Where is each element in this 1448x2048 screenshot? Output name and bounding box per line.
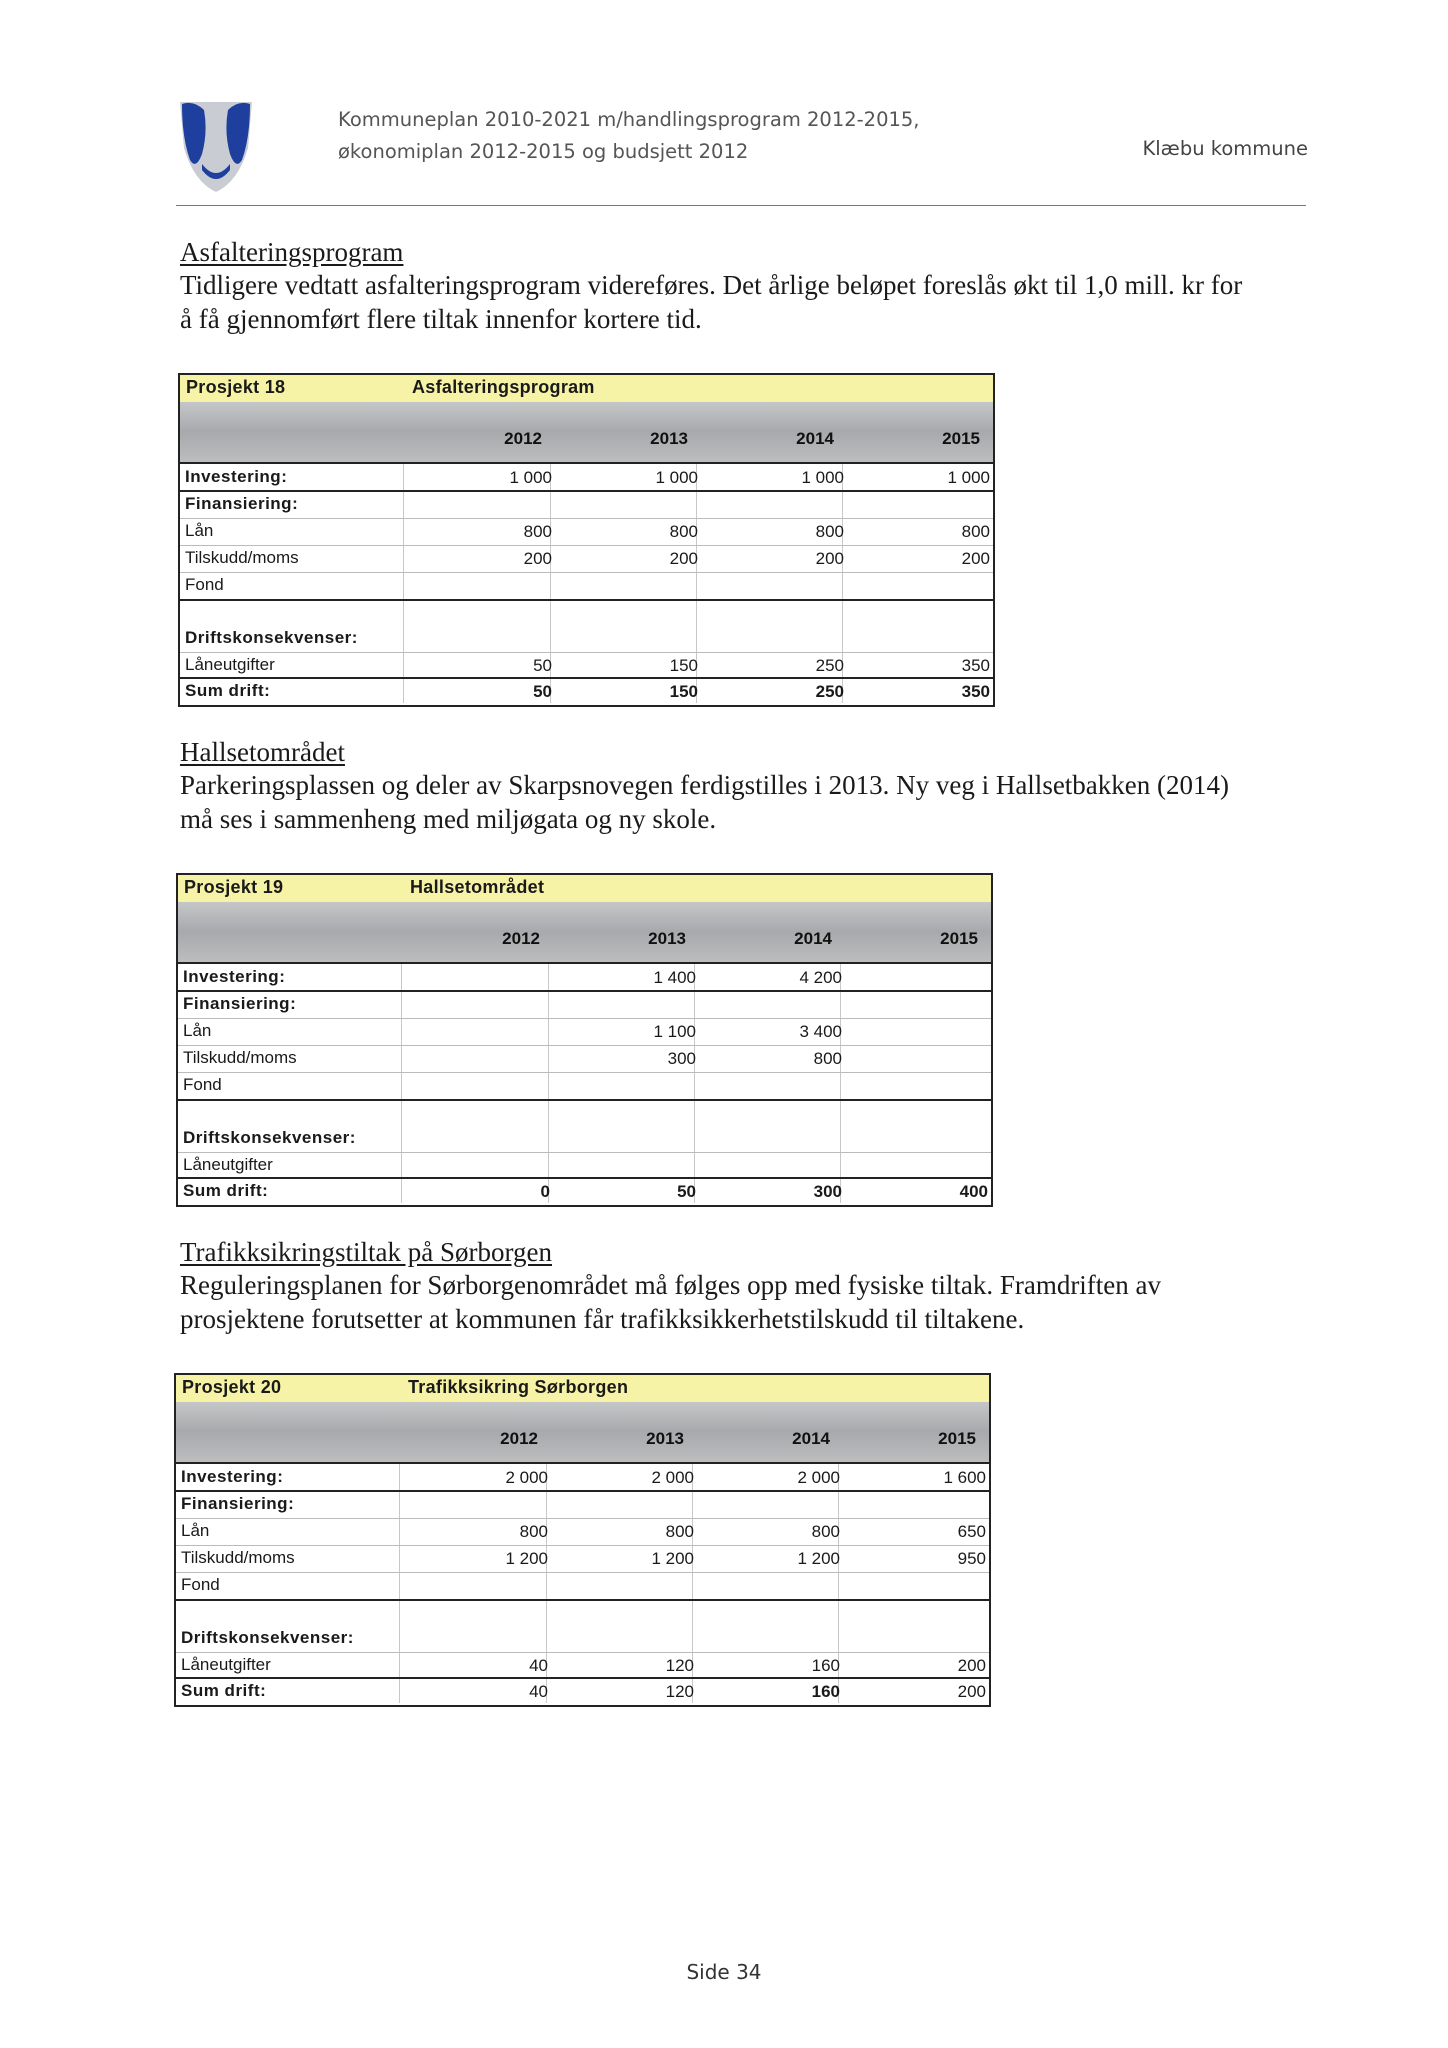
cell-value: 1 000 [655, 468, 698, 487]
cell-value: 800 [519, 1522, 548, 1541]
project-name: Hallsetområdet [410, 877, 545, 897]
cell-value: 1 100 [653, 1022, 696, 1041]
project-name: Asfalteringsprogram [412, 377, 595, 397]
cell-value: 120 [665, 1682, 694, 1701]
table-row [176, 1518, 989, 1545]
year-header: 2015 [940, 929, 978, 948]
year-header-band [176, 1402, 989, 1464]
project-name: Trafikksikring Sørborgen [408, 1377, 629, 1397]
section-body: Tidligere vedtatt asfalteringsprogram videreføres. Det årlige beløpet foreslås økt til 1,0 mill. kr for å få gjennomført flere tiltak innenfor kortere tid. [180, 270, 1243, 334]
year-header: 2012 [502, 929, 540, 948]
cell-value: 1 200 [797, 1549, 840, 1568]
cell-value: 1 400 [653, 968, 696, 987]
table-row [178, 964, 991, 991]
cell-value: 2 000 [505, 1468, 548, 1487]
cell-value: 800 [961, 522, 990, 541]
row-label: Fond [185, 575, 224, 594]
row-label: Fond [183, 1075, 222, 1094]
row-label: Låneutgifter [181, 1655, 271, 1674]
table-row [176, 1464, 989, 1491]
year-header-band [178, 902, 991, 964]
cell-value: 120 [665, 1656, 694, 1675]
cell-value: 1 000 [509, 468, 552, 487]
row-label: Tilskudd/moms [183, 1048, 297, 1067]
cell-value: 3 400 [799, 1022, 842, 1041]
cell-value: 350 [961, 656, 990, 675]
table-row [176, 1491, 989, 1518]
cell-value: 150 [669, 656, 698, 675]
row-label: Låneutgifter [185, 655, 275, 674]
cell-value: 800 [665, 1522, 694, 1541]
cell-value: 160 [811, 1682, 840, 1701]
row-label: Lån [181, 1521, 210, 1540]
cell-value: 350 [961, 682, 990, 701]
table-row [176, 1545, 989, 1572]
row-label: Finansiering: [181, 1494, 295, 1513]
row-label: Sum drift: [181, 1681, 267, 1700]
row-divider [178, 1099, 991, 1101]
cell-value: 2 000 [797, 1468, 840, 1487]
cell-value: 250 [815, 682, 844, 701]
row-label: Driftskonsekvenser: [181, 1628, 354, 1647]
row-label: Tilskudd/moms [181, 1548, 295, 1567]
cell-value: 800 [669, 522, 698, 541]
table-row [178, 1152, 991, 1179]
cell-value: 300 [667, 1049, 696, 1068]
cell-value: 1 000 [947, 468, 990, 487]
year-header: 2015 [942, 429, 980, 448]
cell-value: 400 [959, 1182, 988, 1201]
cell-value: 50 [533, 656, 552, 675]
table-row [180, 464, 993, 491]
cell-value: 800 [523, 522, 552, 541]
table-row [180, 491, 993, 518]
table-row [180, 518, 993, 545]
table-row [180, 625, 993, 652]
project-label: Prosjekt 20 [182, 1377, 282, 1397]
section-heading: Asfalteringsprogram [180, 237, 404, 267]
cell-value: 40 [529, 1656, 548, 1675]
cell-value: 50 [677, 1182, 696, 1201]
cell-value: 800 [813, 1049, 842, 1068]
row-label: Lån [185, 521, 214, 540]
table-row [176, 1652, 989, 1679]
cell-value: 40 [529, 1682, 548, 1701]
table-row [178, 1018, 991, 1045]
cell-value: 150 [669, 682, 698, 701]
row-label: Driftskonsekvenser: [183, 1128, 356, 1147]
year-header-band [180, 402, 993, 464]
project-table-19 [176, 873, 993, 1207]
cell-value: 1 000 [801, 468, 844, 487]
cell-value: 1 200 [651, 1549, 694, 1568]
cell-value: 1 600 [943, 1468, 986, 1487]
cell-value: 200 [669, 549, 698, 568]
row-label: Finansiering: [183, 994, 297, 1013]
row-label: Tilskudd/moms [185, 548, 299, 567]
year-header: 2012 [500, 1429, 538, 1448]
table-row [176, 1572, 989, 1599]
cell-value: 950 [957, 1549, 986, 1568]
row-label: Investering: [183, 967, 286, 986]
cell-value: 200 [961, 549, 990, 568]
section-heading: Trafikksikringstiltak på Sørborgen [180, 1237, 552, 1267]
row-label: Finansiering: [185, 494, 299, 513]
project-title-bar [178, 875, 991, 904]
section-hallsetomradet [180, 736, 1260, 836]
section-body: Reguleringsplanen for Sørborgenområdet må følges opp med fysiske tiltak. Framdriften av prosjektene forutsetter at kommunen får trafikksikkerhetstilskudd til tiltakene. [180, 1270, 1162, 1334]
project-label: Prosjekt 18 [186, 377, 286, 397]
cell-value: 200 [957, 1656, 986, 1675]
table-row [180, 545, 993, 572]
row-label: Låneutgifter [183, 1155, 273, 1174]
project-table-20 [174, 1373, 991, 1707]
table-row [178, 991, 991, 1018]
row-label: Sum drift: [183, 1181, 269, 1200]
cell-value: 800 [811, 1522, 840, 1541]
section-asfalteringsprogram [180, 236, 1260, 336]
project-label: Prosjekt 19 [184, 877, 284, 897]
table-row [178, 1125, 991, 1152]
row-label: Sum drift: [185, 681, 271, 700]
row-label: Lån [183, 1021, 212, 1040]
header-title-line-1: Kommuneplan 2010-2021 m/handlingsprogram 2012-2015, [338, 108, 920, 131]
year-header: 2015 [938, 1429, 976, 1448]
year-header: 2013 [646, 1429, 684, 1448]
table-row [180, 678, 993, 705]
table-row [180, 652, 993, 679]
cell-value: 0 [540, 1182, 550, 1201]
cell-value: 4 200 [799, 968, 842, 987]
year-header: 2013 [650, 429, 688, 448]
year-header: 2013 [648, 929, 686, 948]
header-divider [176, 205, 1306, 206]
row-label: Fond [181, 1575, 220, 1594]
row-divider [176, 1599, 989, 1601]
cell-value: 800 [815, 522, 844, 541]
row-label: Investering: [181, 1467, 284, 1486]
document-header-title [338, 104, 1138, 168]
cell-value: 250 [815, 656, 844, 675]
cell-value: 1 200 [505, 1549, 548, 1568]
section-body: Parkeringsplassen og deler av Skarpsnovegen ferdigstilles i 2013. Ny veg i Hallsetbakken (2014) må ses i sammenheng med miljøgata og ny skole. [180, 770, 1230, 834]
year-header: 2014 [796, 429, 834, 448]
row-divider [180, 599, 993, 601]
table-row [180, 572, 993, 599]
header-title-line-2: økonomiplan 2012-2015 og budsjett 2012 [338, 140, 749, 163]
year-header: 2014 [792, 1429, 830, 1448]
table-row [178, 1072, 991, 1099]
section-trafikksikringstiltak [180, 1236, 1260, 1336]
klaebu-coat-of-arms-icon [178, 98, 254, 194]
table-row [178, 1045, 991, 1072]
cell-value: 200 [523, 549, 552, 568]
row-label: Driftskonsekvenser: [185, 628, 358, 647]
year-header: 2012 [504, 429, 542, 448]
table-row [178, 1178, 991, 1205]
cell-value: 200 [957, 1682, 986, 1701]
project-table-18 [178, 373, 995, 707]
page-number: Side 34 [686, 1960, 762, 1984]
cell-value: 50 [533, 682, 552, 701]
table-row [176, 1678, 989, 1705]
municipality-name: Klæbu kommune [1142, 137, 1308, 160]
cell-value: 300 [813, 1182, 842, 1201]
cell-value: 200 [815, 549, 844, 568]
cell-value: 650 [957, 1522, 986, 1541]
table-row [176, 1625, 989, 1652]
row-label: Investering: [185, 467, 288, 486]
year-header: 2014 [794, 929, 832, 948]
cell-value: 2 000 [651, 1468, 694, 1487]
section-heading: Hallsetområdet [180, 737, 345, 767]
cell-value: 160 [811, 1656, 840, 1675]
